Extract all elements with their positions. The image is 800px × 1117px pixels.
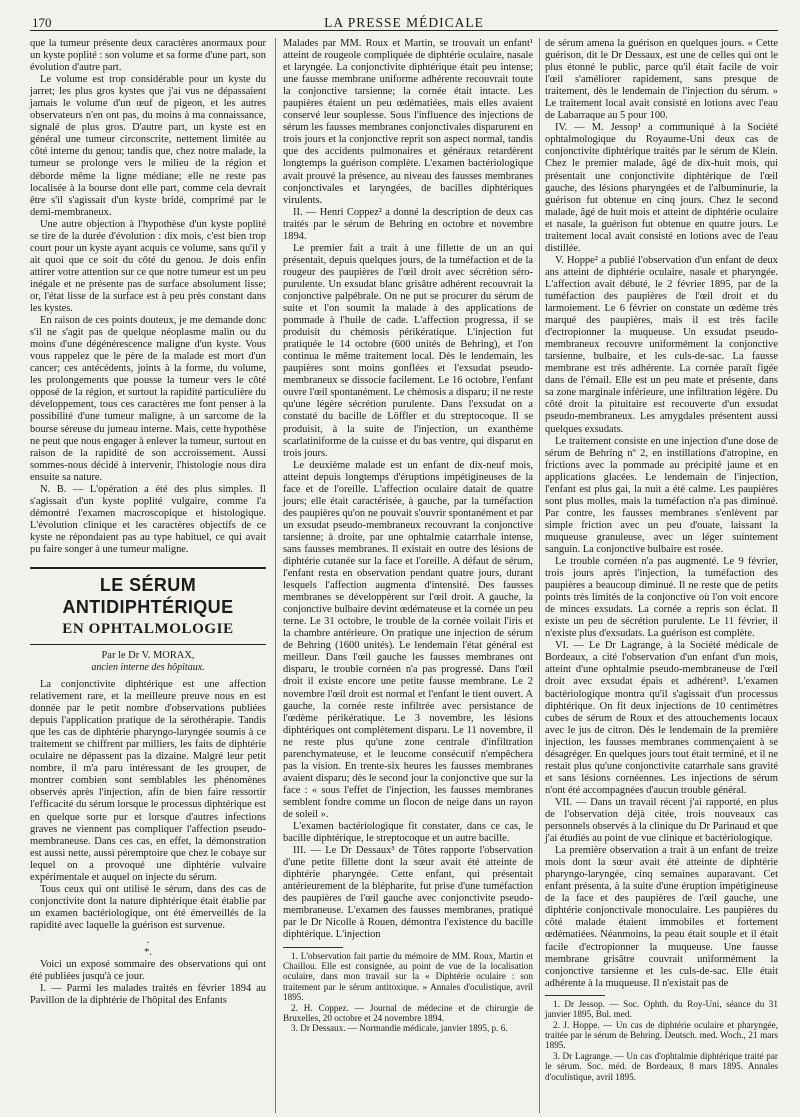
paragraph: VII. — Dans un travail récent j'ai rapporté, en plus de l'observation déjà citée, trois nouveaux cas personnels observés à la clinique du Dr Parinaud et que j'ai étudiés au point de vue clinique et bactériologique. <box>545 796 778 845</box>
journal-title: LA PRESSE MÉDICALE <box>324 15 484 30</box>
paragraph: que la tumeur présente deux caractères anormaux pour un kyste poplité : son volume et sa forme d'une part, son évolution d'autre part. <box>30 38 266 74</box>
paragraph: Tous ceux qui ont utilisé le sérum, dans des cas de conjonctivite dont la nature diphtérique était établie par un examen bactériologique, ont été émerveillés de la rapidité avec laquelle la guérison est survenue. <box>30 883 266 931</box>
paragraph: V. Hoppe² a publié l'observation d'un enfant de deux ans atteint de diphtérie oculaire, nasale et pharyngée. L'affection avait débuté, le 2 février 1895, par de la tuméfaction des paupières de l'œil droit et du larmoiement. Le 6 février on constate un œdème très marqué des paupières, mais il est très facile d'ectropionner la muqueuse. Un exsudat pseudo-membraneux recouvre uniformément la conjonctive tarsienne, bulbaire, et les culs-de-sac. La fausse membrane est très adhérente. La cornée paraît figée dans de l'émail. Elle est un peu mate et présente, dans sa zone marginale inférieure, une infiltration légère. Du côté droit la pituitaire est recouverte d'un exsudat pseudo-membraneux. Les amygdales présentent aussi quelques exsudats. <box>545 254 778 435</box>
paragraph: Le premier fait a trait à une fillette de un an qui présentait, depuis quelques jours, de la tuméfaction et de la rougeur des paupières de l'œil droit avec sécrétion séro-purulente. Un exsudat blanc grisâtre adhérent recouvrait la conjonctive palpébrale. On ne put se procurer du sérum de suite et l'on soumit la malade à des applications de pommade à l'huile de cade. L'affection progressa, il se produisit du chémosis périkératique. L'injection fut pratiquée le 14 octobre (600 unités de Behring), et l'on continua le même traitement local. Dès le lendemain, les paupières sont moins gonflées et l'exsudat pseudo-membraneux se dissocie facilement. Le 16 octobre, l'enfant ouvre l'œil spontanément. Le chémosis a disparu; il ne reste qu'une légère sécrétion purulente. Dans l'exsudat on a constaté du bacille de Löffler et du streptocoque. Il se produisit, à la suite de l'injection, un exanthème scarlatiniforme de la cuisse et du bas ventre, qui disparut en trois jours. <box>283 242 533 459</box>
column-divider <box>275 38 276 1113</box>
page-header <box>30 8 778 31</box>
page-number: 170 <box>32 15 52 30</box>
footnote: 2. J. Hoppe. — Un cas de diphtérie oculaire et pharyngée, traitée par le sérum de Behring. Deutsch. med. Woch., 21 mars 1895. <box>545 1019 778 1051</box>
paragraph: Une autre objection à l'hypothèse d'un kyste poplité se tire de la durée d'évolution : dix mois, c'est bien trop court pour un kyste ayant acquis ce volume, sans qu'il y ait quoi que ce soit du côté du genou. Je dois enfin attirer votre attention sur ce que notre tumeur est un peu inégale et ne présente pas de surface absolument lisse; or, l'état lisse de la surface est à peu près constant dans les kystes. <box>30 218 266 315</box>
paragraph: En raison de ces points douteux, je me demande donc s'il ne s'agit pas de quelque néoplasme malin ou du moins d'une dégénérescence maligne d'un kyste. Vous vous rappelez que le père de la malade est mort d'un cancer; ces antécédents, joints à la forme, du volume, les prolongements que pousse la tumeur vers le côté opposé de la région, et surtout la rapidité particulière du développement, tous ces caractères me font penser à la possibilité d'une tumeur maligne, à un sarcome de la bourse séreuse du jumeau interne. Mais, cette hypothèse ne peut que nous engager à enlever la tumeur, surtout en raison de la rapidité de son accroissement. Aussi sommes-nous décidé à intervenir, l'histologie nous dira ensuite sa nature. <box>30 315 266 483</box>
footnote-rule <box>283 947 343 948</box>
author-affiliation: ancien interne des hôpitaux. <box>91 662 205 674</box>
column-right <box>545 38 778 1113</box>
paragraph: de sérum amena la guérison en quelques jours. « Cette guérison, dit le Dr Dessaux, est une de celles qui ont le plus étonné le public, parce qu'il était facile de voir l'œil s'améliorer rapidement, sans presque de traitement, dès le lendemain de l'injection du sérum. » Le traitement local avait consisté en lotions avec l'eau de Labarraque au 5 pour 100. <box>545 38 778 122</box>
paragraph: Malades par MM. Roux et Martin, se trouvait un enfant¹ atteint de rougeole compliquée de diphtérie oculaire, nasale et laryngée. La conjonctivite diphtérique était peu intense; une fausse membrane uniforme adhérente recouvrait toute la conjonctive tarsienne; la cornée était intacte. Les paupières étaient un peu œdématiées, mais elles avaient conservé leur souplesse. Sous l'influence des injections de sérum les fausses membranes conjonctivales disparurent en trois jours et la conjonctive reprit son aspect normal, tandis que des accidents pulmonaires et généraux retardèrent longtemps la guérison complète. L'examen bactériologique avait prouvé la présence, au niveau des fausses membranes conjonctivales et laryngées, de bacilles diphtériques virulents. <box>283 38 533 206</box>
footnote: 3. Dr Lagrange. — Un cas d'ophtalmie diphtérique traité par le sérum. Soc. méd. de Bordeaux, 8 mars 1895. Annales d'oculistique, avril 1895. <box>545 1050 778 1082</box>
column-middle <box>283 38 533 1113</box>
paragraph: La première observation a trait à un enfant de treize mois dont la sœur avait été atteinte de diphtérie pharyngo-laryngée, cinq semaines auparavant. Cet enfant présenta, à la suite d'une éruption impétigineuse de la face et des paupières de l'œil gauche, une diphtérie conjonctivale monoculaire. Les paupières du côté malade étaient immobiles et fortement œdématiées. Néanmoins, la peau était souple et il était facile d'ectropionner la muqueuse. Une fausse membrane grisâtre couvrait uniformément la conjonctive tarsienne et les culs-de-sac. Elle était adhérente à la muqueuse. Il n'existait pas de <box>545 845 778 989</box>
paragraph: Le traitement consiste en une injection d'une dose de sérum de Behring nº 2, en instillations d'atropine, en frictions avec la pommade au précipité jaune et en applications glacées. Le lendemain de l'injection, l'enfant est plus gai, la nuit a été calme. Les paupières sont plus molles, mais la tuméfaction n'a pas diminué. Par contre, les fausses membranes s'enlèvent par simple friction avec un peu d'ouate, laissant la muqueuse granuleuse, avec un léger suintement sanguin. La conjonctive bulbaire est rosée. <box>545 435 778 555</box>
article-subtitle: EN OPHTALMOLOGIE <box>62 621 234 638</box>
paragraph: I. — Parmi les malades traités en février 1894 au Pavillon de la diphtérie de l'hôpital des Enfants <box>30 983 266 1007</box>
article-title: LE SÉRUM ANTIDIPHTÉRIQUE <box>62 575 234 618</box>
paragraph: VI. — Le Dr Lagrange, à la Société médicale de Bordeaux, a cité l'observation d'un enfant d'un mois, atteint d'une ophtalmie pseudo-membraneuse de l'œil droit avec exsudat épais et adhérent³. L'examen bactériologique montra qu'il s'agissait d'un processus diphtérique. On fit deux injections de 10 centimètres cubes de sérum de Roux et des attouchements locaux avec le jus de citron. Dès le lendemain de la première injection, les fausses membranes commençaient à se désagréger. En quelques jours tout était terminé, et il ne restait plus qu'une conjonctivite catarrhale sans gravité et sans lésions cornéennes. Les injections de sérum n'ont été accompagnées d'aucun trouble général. <box>545 640 778 796</box>
article-byline: Par le Dr V. MORAX, <box>101 650 195 662</box>
paragraph: IV. — M. Jessop¹ a communiqué à la Société ophtalmologique du Royaume-Uni deux cas de conjonctivite diphtérique traités par le sérum de Klein. Chez le premier malade, âgé de dix-huit mois, qui présentait une conjonctivite diphtérique de l'œil gauche, des lésions pharyngées et de l'albuminurie, la guérison fut obtenue en cinq jours. Chez le second malade, âgé de huit mois et atteint de diphtérie oculaire et nasale, la guérison fut obtenue en quatre jours. Le traitement local avait consisté en lotions avec de l'eau distillée. <box>545 122 778 254</box>
paragraph: Voici un exposé sommaire des observations qui ont été publiées jusqu'à ce jour. <box>30 959 266 983</box>
paragraph: III. — Le Dr Dessaux³ de Tôtes rapporte l'observation d'une petite fillette dont la sœur avait été atteinte de diphtérie pharyngée. Cette enfant, qui présentait antérieurement de la blépharite, fut prise d'une tuméfaction des paupières de l'œil gauche avec conjonctivite pseudo-membraneuse. L'examen des fausses membranes, pratiqué par le Dr Nicolle à Rouen, démontra l'existence du bacille diphtérique. L'injection <box>283 845 533 941</box>
footnote: 1. L'observation fait partie du mémoire de MM. Roux, Martin et Chaillou. Elle est consignée, au point de vue de la localisation oculaire, dans mon travail sur la « Diphtérie oculaire : son traitement par le sérum antitoxique. » Annales d'oculistique, avril 1895. <box>283 950 533 1003</box>
article-heading <box>30 567 266 645</box>
paragraph: N. B. — L'opération a été des plus simples. Il s'agissait d'un kyste poplité vulgaire, comme l'a démontré l'examen macroscopique et histologique. L'évolution clinique et les caractères objectifs de ce kyste ne répondaient pas au type habituel, ce qui avait pu faire songer à une tumeur maligne. <box>30 483 266 555</box>
section-separator: . *. <box>144 935 152 958</box>
paragraph: Le trouble cornéen n'a pas augmenté. Le 9 février, trois jours après l'injection, la tuméfaction des paupières a beaucoup diminué. Il ne reste que de petits points très limités de la conjonctive où l'on voit encore de minces exsudats. La cornée a repris son éclat. Il existe un peu de sécrétion purulente. Le 11 février, il n'existe plus d'exsudats. La guérison est complète. <box>545 556 778 640</box>
footnote: 1. Dr Jessop. — Soc. Ophth. du Roy-Uni, séance du 31 janvier 1895, Bul. med. <box>545 998 778 1020</box>
paragraph: L'examen bactériologique fit constater, dans ce cas, le bacille diphtérique, le streptocoque et un autre bacille. <box>283 821 533 845</box>
paragraph: La conjonctivite diphtérique est une affection relativement rare, et la meilleure preuve nous en est donnée par le petit nombre d'observations publiées depuis l'application pratique de la sérothérapie. Tandis que les cas de diphtérie pharyngo-laryngée soumis à ce traitement se chiffrent par milliers, les faits de diphtérie oculaire ne dépassent pas la dizaine. Malgré leur petit nombre, il m'a paru intéressant de les grouper, de montrer combien sont semblables les phénomènes observés après l'injection, afin de bien faire ressortir l'efficacité du sérum lorsque le processus diphtérique est en quelque sorte pur et lorsque d'autres infections graves ne viennent pas compliquer l'affection pseudo-membraneuse. Dans ces cas, en effet, la démonstration est aussi nette, aussi péremptoire que chez le cobaye sur lequel on a provoqué une diphtérie vulvaire expérimentale et auquel on injecte du sérum. <box>30 679 266 883</box>
paragraph: II. — Henri Coppez² a donné la description de deux cas traités par le sérum de Behring en octobre et novembre 1894. <box>283 206 533 242</box>
paragraph: Le deuxième malade est un enfant de dix-neuf mois, atteint depuis longtemps d'éruptions impétigineuses de la face et de l'oreille. L'affection oculaire datait de quatre jours; elle était caractérisée, à gauche, par la tuméfaction des paupières qu'on ne pouvait s'ouvrir spontanément et par un exsudat pseudo-membraneux recouvrant la conjonctive tarsienne; à droite, par une ophtalmie catarrhale intense, sans fausses membranes. Il existait en outre des lésions de diphtérie cutanée sur la face et l'oreille. A défaut de sérum, l'enfant resta en observation pendant quatre jours, durant lesquels l'affection augmenta d'intensité. Des fausses membranes se développèrent sur l'œil droit. A gauche, la conjonctive bulbaire devint œdémateuse et la cornée un peu terne. Le 31 octobre, le trouble de la cornée voilait l'iris et la chambre antérieure. On pratique une injection de sérum de Behring (1600 unités). Le lendemain l'état général est meilleur. Dans l'œil gauche les fausses membranes ont disparu, le trouble cornéen n'a pas progressé. Dans l'œil droit il existe encore une petite fausse membrane. Le 2 novembre l'œil droit est normal et l'enfant le tient ouvert. A gauche, la cornée reste infiltrée avec persistance de l'œdème périkératique. Le 3 novembre, les lésions diphtériques ont complètement disparu. Le 11 novembre, il ne reste plus qu'une zone centrale d'infiltration parenchymateuse, et le leucome consécutif n'empêchera pas la vision. En trente-six heures les fausses membranes avaient disparu; dès le second jour la conjonctive que sur la face : « sous l'effet de l'injection, les fausses membranes semblent fondre comme un flocon de neige dans un rayon de soleil ». <box>283 459 533 820</box>
footnote-rule <box>545 995 605 996</box>
column-left <box>30 38 266 1113</box>
footnotes <box>545 999 778 1082</box>
column-divider <box>539 38 540 1113</box>
footnote: 3. Dr Dessaux. — Normandie médicale, janvier 1895, p. 6. <box>291 1023 508 1034</box>
footnote: 2. H. Coppez. — Journal de médecine et de chirurgie de Bruxelles, 20 octobre et 24 novembre 1894. <box>283 1002 533 1023</box>
footnotes <box>283 951 533 1034</box>
paragraph: Le volume est trop considérable pour un kyste du jarret; les plus gros kystes que j'ai vus ne dépassaient jamais le volume d'un œuf de pigeon, et les autres observateurs n'en ont pas, du moins à ma connaissance, signalé de plus gros. D'autre part, un kyste est en général une tumeur circonscrite, nettement limitée au côté interne du genou; tandis que, chez notre malade, la tumeur se prolonge vers le milieu de la région et déborde même la ligne médiane; elle ne reste pas localisée à la bourse dont elle part, comme cela devrait être s'il s'agissait d'un kyste bridé, comprimé par le demi-membraneux. <box>30 74 266 218</box>
